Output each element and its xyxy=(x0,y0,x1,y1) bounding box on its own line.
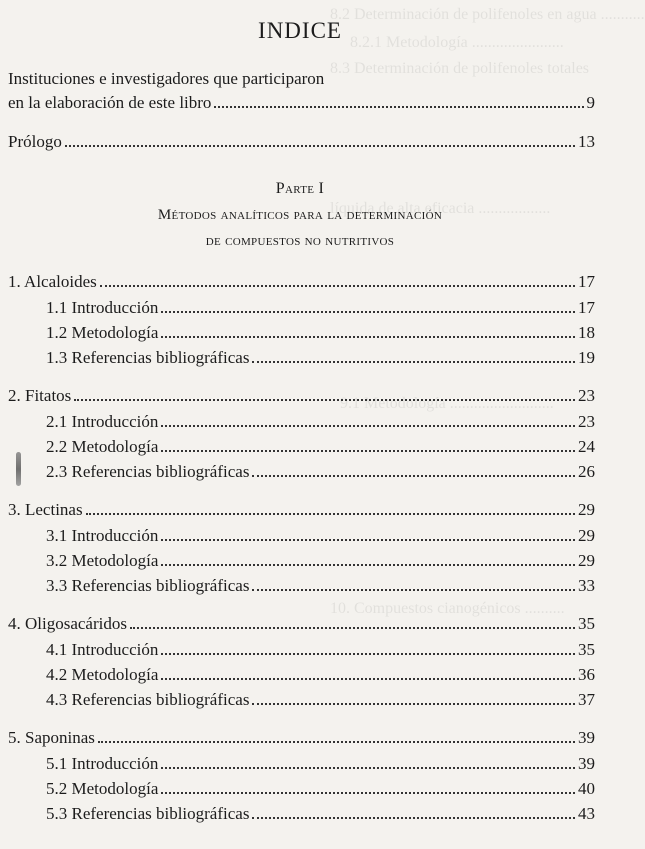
toc-entry-page: 19 xyxy=(578,348,595,367)
toc-section xyxy=(46,689,595,711)
toc-section xyxy=(46,461,595,483)
toc-chapter xyxy=(8,271,595,293)
index-page: 8.2 Determinación de polifenoles en agua ........... 8.2.1 Metodología ....................... 8.3 Determinación de polifenoles totales líquida de alta eficacia .................. 9.1 Metodología .......................... 10. Compuestos cianogénicos .......... INDICE Instituciones e investigadores que participaron en la elaboración de este libro 9 Prólogo 13 Parte I Métodos analíticos para la determinación de compuestos no nutritivos 1. Alcaloides 17 1.1 Introducción 17 1.2 Metodología 18 1.3 Referencias bibliográficas 19 2. Fitatos 23 2.1 Introducción 23 2.2 Metodología 24 2.3 Referencias bibliográficas 26 3. Lectinas 29 3.1 Introducción 29 3.2 Metodología 29 3.3 Referencias bibliográficas 33 4. Oligosacáridos 35 4.1 Introducción 35 4.2 Metodología 36 4.3 Referencias bibliográficas 37 5. Saponinas 39 5.1 Introducción 39 5.2 Metodología 40 5.3 Referencias bibliográficas 43 xyxy=(0,0,600,849)
dot-leader xyxy=(74,385,575,401)
toc-entry-title: 4.1 Introducción xyxy=(46,640,159,659)
dot-leader xyxy=(252,575,575,591)
dot-leader xyxy=(161,525,575,541)
toc-chapter xyxy=(8,499,595,521)
toc-entry-page: 33 xyxy=(578,576,595,595)
dot-leader xyxy=(65,131,575,147)
dot-leader xyxy=(252,461,575,477)
toc-entry-title: 1.2 Metodología xyxy=(46,323,159,342)
toc-entry-title: 4.3 Referencias bibliográficas xyxy=(46,690,250,709)
toc-section xyxy=(46,322,595,344)
toc-entry-title: 2.2 Metodología xyxy=(46,437,159,456)
toc-entry-title: 3.3 Referencias bibliográficas xyxy=(46,576,250,595)
toc-entry-page: 17 xyxy=(578,298,595,317)
toc-entry-page: 39 xyxy=(578,754,595,773)
toc-entry-title: 1.1 Introducción xyxy=(46,298,159,317)
toc-entry-page: 39 xyxy=(578,728,595,747)
toc-entry-title: 2.1 Introducción xyxy=(46,412,159,431)
toc-entry-title: 2. Fitatos xyxy=(8,386,72,405)
dot-leader xyxy=(98,727,575,743)
dot-leader xyxy=(161,436,575,452)
toc-entry-page: 35 xyxy=(578,614,595,633)
dot-leader xyxy=(161,664,575,680)
toc-chapter xyxy=(8,385,595,407)
toc-section xyxy=(46,753,595,775)
toc-entry-title: 3.2 Metodología xyxy=(46,551,159,570)
page-title: INDICE xyxy=(258,18,342,43)
toc-section xyxy=(46,639,595,661)
dot-leader xyxy=(161,753,575,769)
toc-entry-page: 37 xyxy=(578,690,595,709)
toc-entry-page: 13 xyxy=(578,132,595,151)
toc-section xyxy=(46,297,595,319)
part-label: Parte I xyxy=(275,180,325,197)
toc-entry-page: 40 xyxy=(578,779,595,798)
dot-leader xyxy=(86,499,575,515)
toc-entry-title: 5. Saponinas xyxy=(8,728,95,747)
toc-entry-title: 5.3 Referencias bibliográficas xyxy=(46,804,250,823)
toc-entry-title: 4.2 Metodología xyxy=(46,665,159,684)
toc-entry-page: 29 xyxy=(578,551,595,570)
toc-section xyxy=(46,411,595,433)
toc-entry-title: 4. Oligosacáridos xyxy=(8,614,127,633)
dot-leader xyxy=(161,639,575,655)
toc-entry-title: 5.2 Metodología xyxy=(46,779,159,798)
toc-section xyxy=(46,550,595,572)
dot-leader xyxy=(214,92,583,108)
toc-entry-page: 35 xyxy=(578,640,595,659)
page-smudge xyxy=(16,452,21,486)
dot-leader xyxy=(161,411,575,427)
toc-entry-title: 1.3 Referencias bibliográficas xyxy=(46,348,250,367)
toc-section xyxy=(46,664,595,686)
part-subtitle-1: Métodos analíticos para la determinación xyxy=(157,207,443,223)
dot-leader xyxy=(161,297,575,313)
toc-section xyxy=(46,436,595,458)
toc-entry-institutions xyxy=(8,92,595,114)
toc-chapter xyxy=(8,727,595,749)
part-subtitle-2: de compuestos no nutritivos xyxy=(205,233,395,249)
dot-leader xyxy=(252,689,575,705)
toc-entry-page: 17 xyxy=(578,272,595,291)
toc-entry-page: 29 xyxy=(578,500,595,519)
dot-leader xyxy=(252,803,575,819)
toc-entry-page: 23 xyxy=(578,386,595,405)
toc-entry-title: en la elaboración de este libro xyxy=(8,93,212,112)
toc-entry-title: 3.1 Introducción xyxy=(46,526,159,545)
toc-entry-title: 1. Alcaloides xyxy=(8,272,97,291)
dot-leader xyxy=(100,271,575,287)
toc-entry-title: 2.3 Referencias bibliográficas xyxy=(46,462,250,481)
dot-leader xyxy=(161,778,575,794)
dot-leader xyxy=(252,347,575,363)
toc-entry-title: 5.1 Introducción xyxy=(46,754,159,773)
dot-leader xyxy=(161,550,575,566)
toc-section xyxy=(46,347,595,369)
dot-leader xyxy=(161,322,575,338)
toc-entry-title: Prólogo xyxy=(8,132,62,151)
toc-entry-page: 26 xyxy=(578,462,595,481)
toc-entry-page: 36 xyxy=(578,665,595,684)
toc-entry-page: 23 xyxy=(578,412,595,431)
toc-section xyxy=(46,575,595,597)
toc-entry-page: 29 xyxy=(578,526,595,545)
institutions-line-1: Instituciones e investigadores que participaron xyxy=(8,69,325,88)
toc-entry-page: 9 xyxy=(586,93,595,112)
toc-section xyxy=(46,525,595,547)
dot-leader xyxy=(130,613,575,629)
toc-entry-title: 3. Lectinas xyxy=(8,500,83,519)
toc-entry-page: 18 xyxy=(578,323,595,342)
toc-entry-page: 24 xyxy=(578,437,595,456)
toc-section xyxy=(46,778,595,800)
toc-chapter xyxy=(8,613,595,635)
toc-section xyxy=(46,803,595,825)
toc-entry-page: 43 xyxy=(578,804,595,823)
toc-entry-prologo xyxy=(8,131,595,153)
